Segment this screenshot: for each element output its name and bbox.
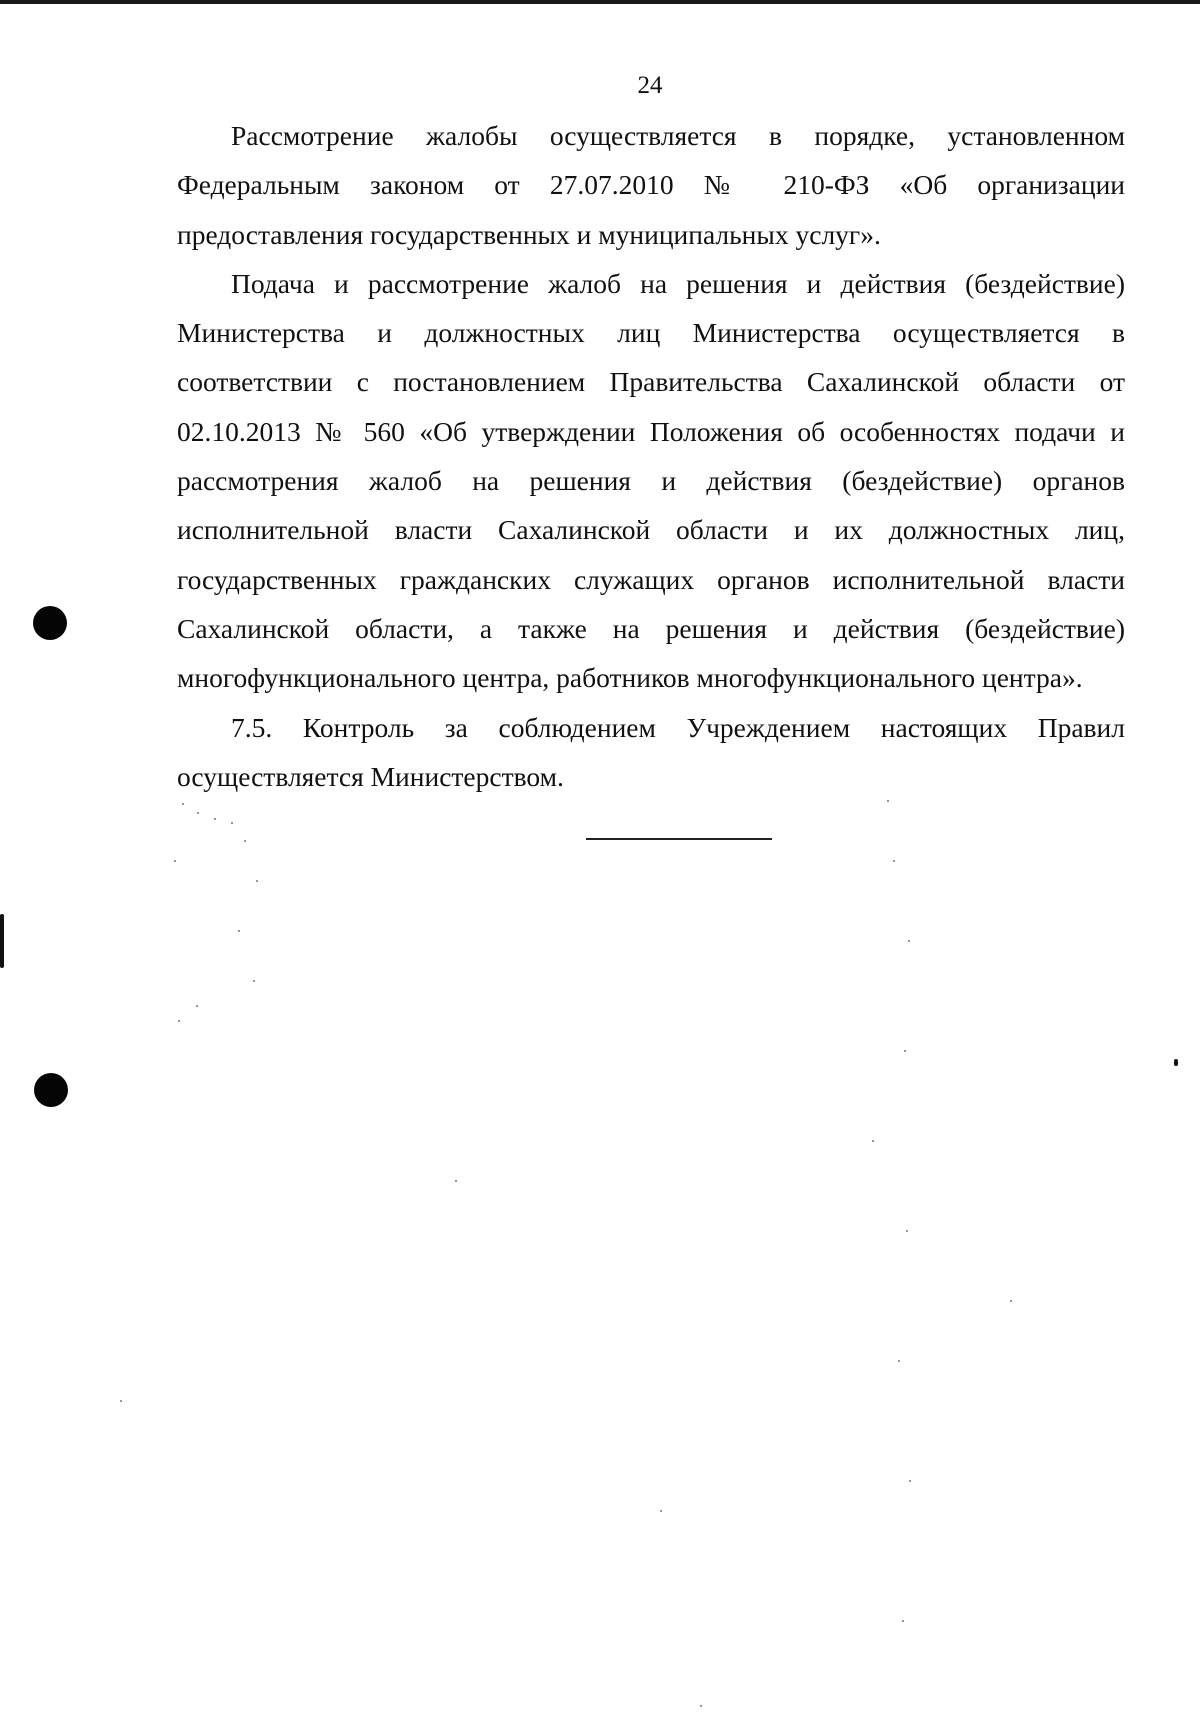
scan-speck <box>182 803 184 805</box>
scan-top-edge <box>0 0 1200 4</box>
scan-speck <box>174 860 176 862</box>
scan-speck <box>256 880 258 882</box>
scan-speck <box>178 1020 180 1022</box>
document-body <box>177 111 1125 801</box>
scan-speck <box>902 1620 904 1622</box>
end-of-text-rule <box>586 838 772 840</box>
scan-speck <box>887 800 889 802</box>
scan-speck <box>214 818 216 820</box>
page-number: 24 <box>637 72 663 99</box>
scan-speck <box>196 1005 198 1007</box>
scan-speck <box>244 840 246 842</box>
scan-speck <box>231 822 233 824</box>
scan-speck <box>197 812 199 814</box>
scan-speck <box>1174 1059 1178 1066</box>
left-edge-scan-mark <box>0 914 4 968</box>
scan-speck <box>238 930 240 932</box>
scan-speck <box>660 1510 662 1512</box>
scan-speck <box>893 860 895 862</box>
scan-speck <box>909 1480 911 1482</box>
scan-speck <box>872 1140 874 1142</box>
scan-speck <box>906 1230 908 1232</box>
scan-speck <box>908 940 910 942</box>
paragraph-complaint-procedure: Рассмотрение жалобы осуществляется в порядке, установленном Федеральным законом от 27.07.2010 № 210-ФЗ «Об организации предоставления государственных и муниципальных услуг». <box>177 120 1125 250</box>
scan-speck <box>120 1400 122 1402</box>
scan-speck <box>898 1360 900 1362</box>
scan-speck <box>904 1050 906 1052</box>
scan-speck <box>700 1705 702 1707</box>
scan-speck <box>253 980 255 982</box>
punch-hole-lower <box>34 1073 68 1107</box>
paragraph-complaint-submission: Подача и рассмотрение жалоб на решения и действия (бездействие) Министерства и должностных лиц Министерства осуществляется в соответствии с постановлением Правительства Сахалинской области от 02.10.2013 № 560 «Об утверждении Положения об особенностях подачи и рассмотрения жалоб на решения и действия (бездействие) органов исполнительной власти Сахалинской области и их должностных лиц, государственных гражданских служащих органов исполнительной власти Сахалинской области, а также на решения и действия (бездействие) многофункционального центра, работников многофункционального центра». <box>177 267 1125 694</box>
punch-hole-upper <box>33 606 67 640</box>
scan-speck <box>455 1180 457 1182</box>
paragraph-control-7-5: 7.5. Контроль за соблюдением Учреждением настоящих Правил осуществляется Министерством. <box>177 711 1125 792</box>
scan-speck <box>1010 1300 1012 1302</box>
